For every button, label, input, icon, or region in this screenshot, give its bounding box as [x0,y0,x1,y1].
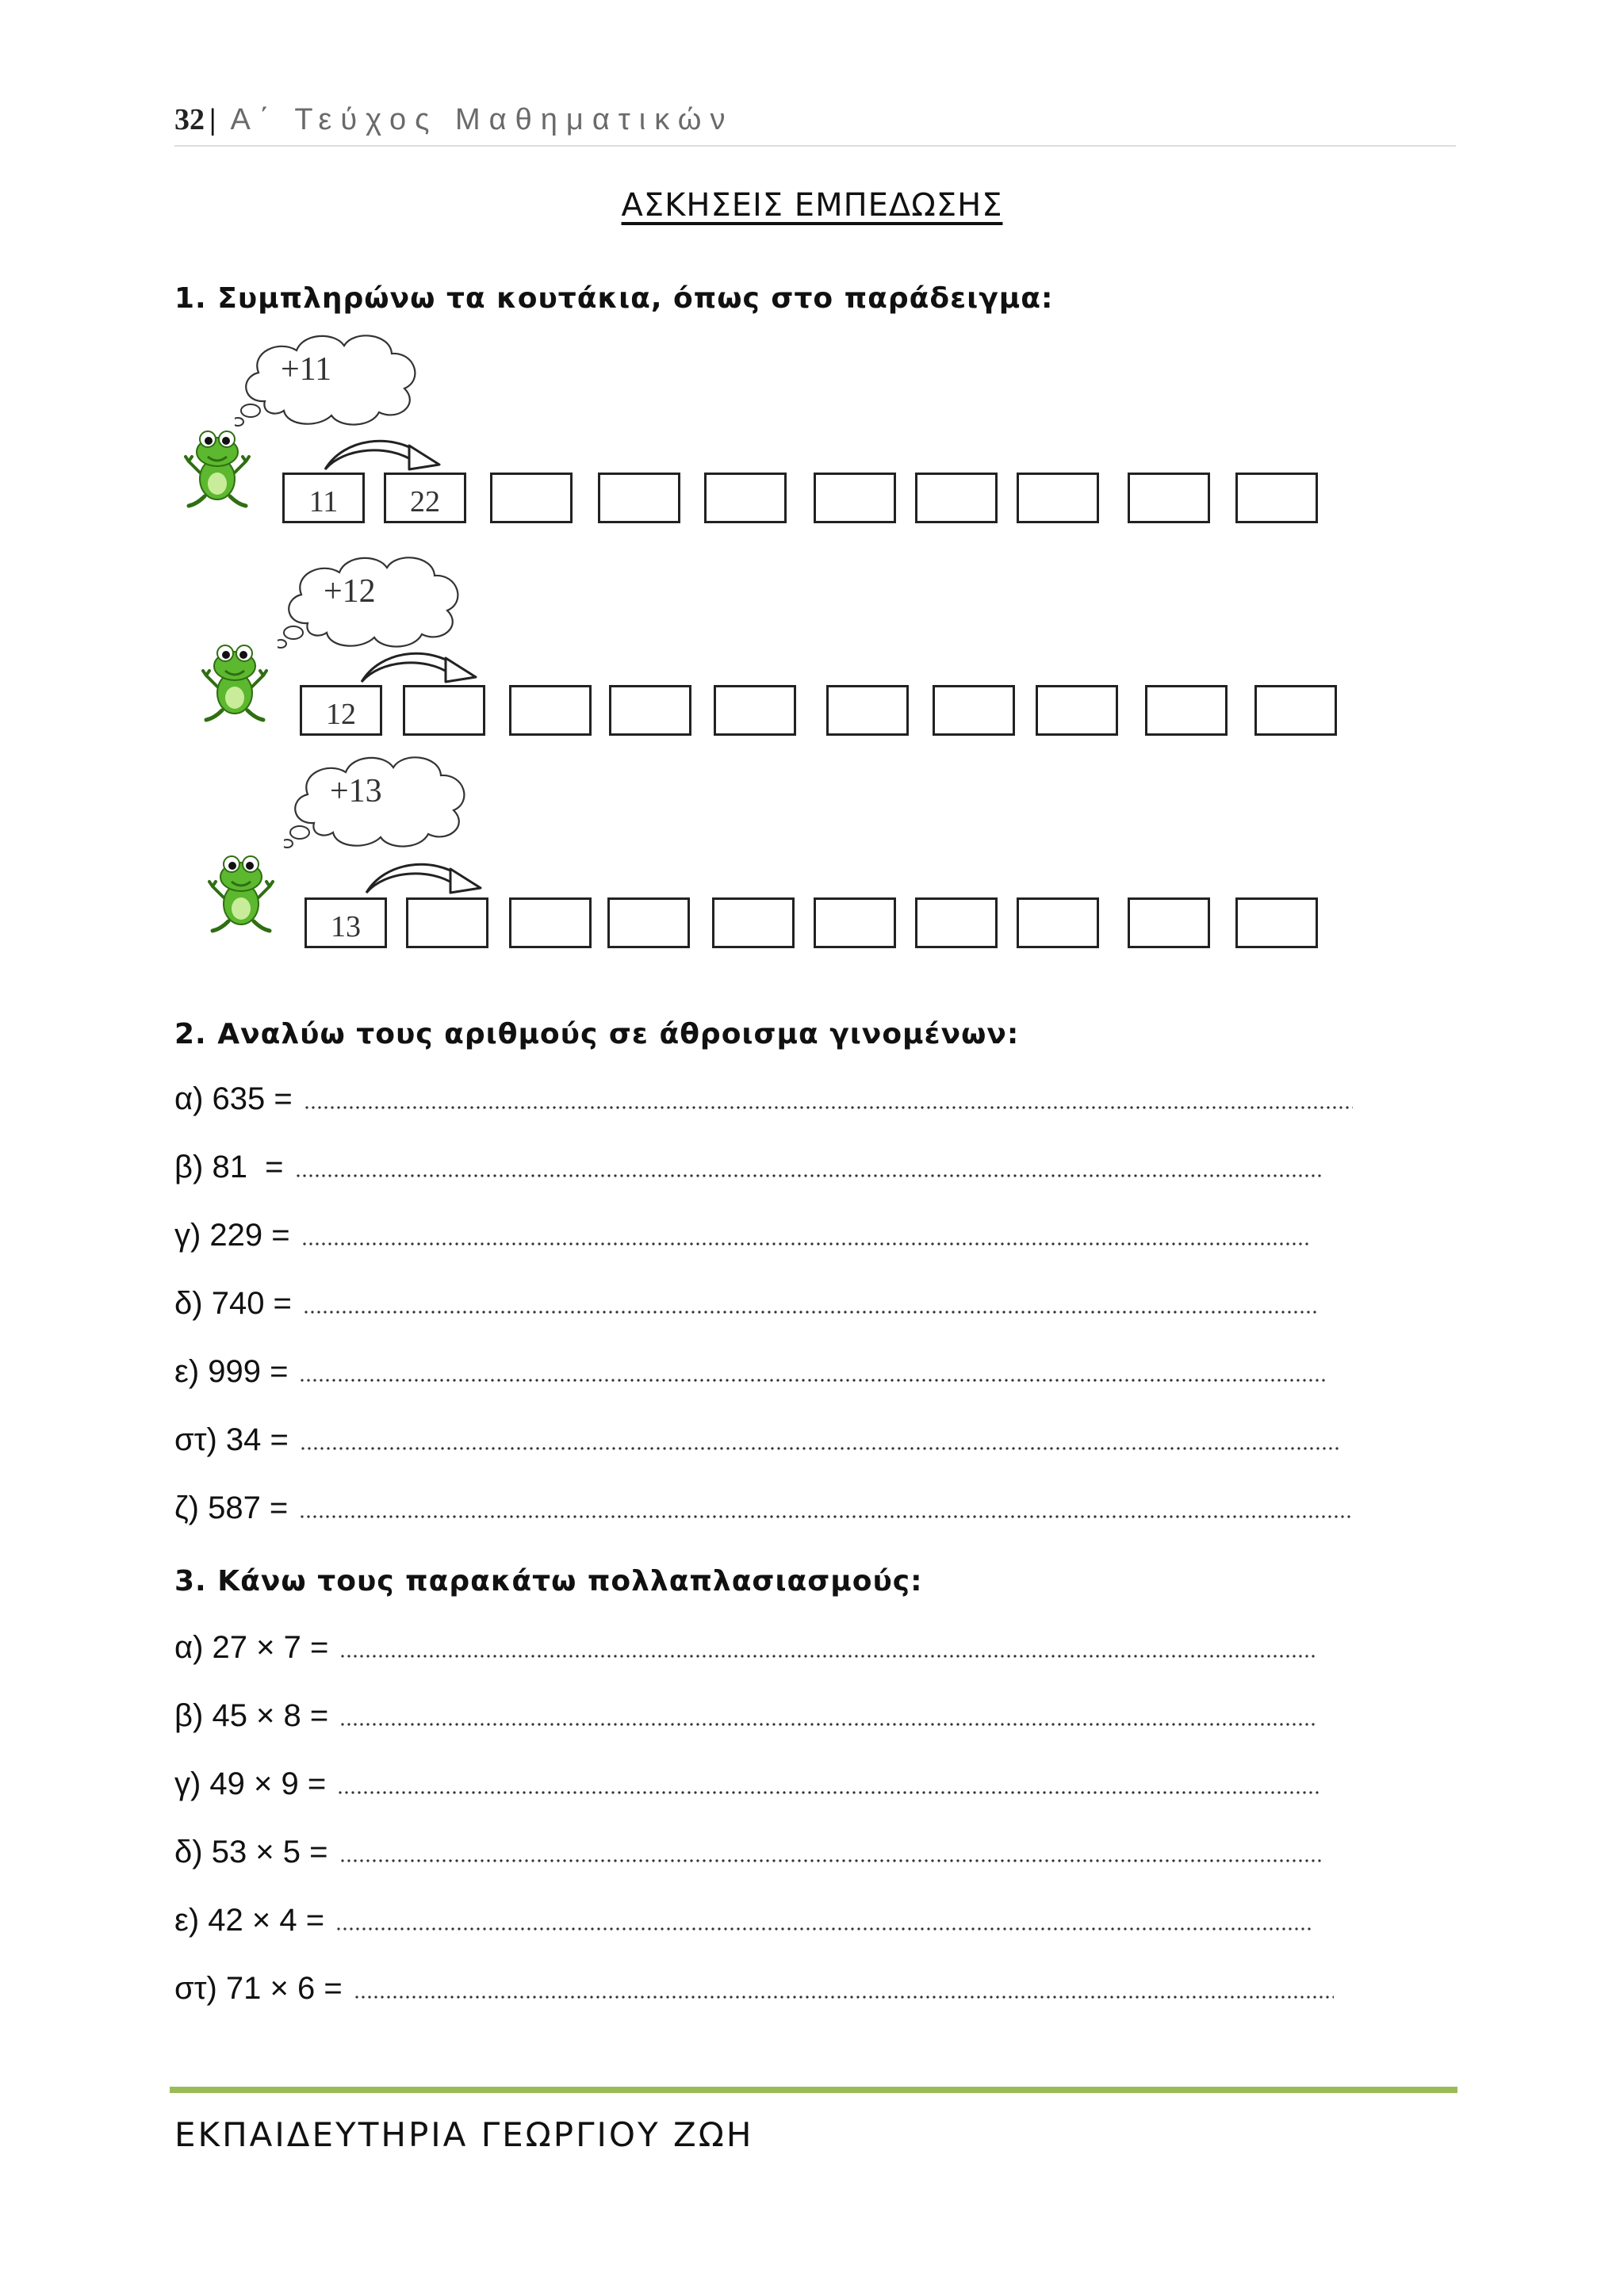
answer-box[interactable] [814,897,896,948]
item-label: δ) 53 × 5 = [174,1835,328,1869]
answer-line [174,1354,1327,1390]
answer-box[interactable] [1254,685,1337,736]
answer-line [174,1630,1315,1666]
answer-box[interactable]: 13 [304,897,387,948]
dotted-answer-field[interactable] [335,1927,1313,1931]
dotted-answer-field[interactable] [304,1106,1353,1109]
item-label: δ) 740 = [174,1286,292,1321]
thought-cloud [284,750,474,858]
answer-box[interactable] [509,897,592,948]
curved-arrow-icon [362,853,488,901]
item-label: γ) 229 = [174,1218,290,1253]
dotted-answer-field[interactable] [295,1174,1324,1177]
answer-box[interactable] [607,897,690,948]
answer-line [174,1971,1334,2007]
answer-line [174,1490,1353,1526]
exercise-2-prompt: 2. Αναλύω τους αριθμούς σε άθροισμα γινομένων: [174,1018,1020,1050]
footer-text: ΕΚΠΑΙΔΕΥΤΗΡΙΑ ΓΕΩΡΓΙΟΥ ΖΩΗ [174,2115,754,2154]
exercise-3-prompt: 3. Κάνω τους παρακάτω πολλαπλασιασμούς: [174,1565,923,1598]
header-separator: | [209,103,216,136]
page-number: 32 [174,103,205,136]
answer-box[interactable] [490,473,573,523]
frog-icon [201,634,268,726]
frog-icon [208,845,274,937]
step-label: +11 [281,351,332,388]
exercise-1-prompt: 1. Συμπληρώνω τα κουτάκια, όπως στο παράδειγμα: [174,282,1054,315]
item-label: α) 635 = [174,1081,293,1116]
answer-box[interactable] [1235,473,1318,523]
step-label: +13 [330,773,382,809]
answer-box[interactable] [915,473,998,523]
answer-box[interactable]: 22 [384,473,466,523]
answer-box[interactable] [598,473,680,523]
answer-box[interactable] [915,897,998,948]
page-header [174,101,733,137]
answer-box[interactable] [814,473,896,523]
item-label: ζ) 587 = [174,1490,289,1525]
header-title: Α΄ Τεύχος Μαθηματικών [230,103,734,136]
answer-box[interactable] [826,685,909,736]
answer-box[interactable] [406,897,488,948]
answer-box[interactable] [1128,473,1210,523]
answer-box[interactable] [509,685,592,736]
answer-box[interactable] [712,897,795,948]
answer-box[interactable] [1145,685,1228,736]
dotted-answer-field[interactable] [300,1447,1340,1450]
answer-line [174,1218,1310,1253]
dotted-answer-field[interactable] [354,1996,1334,1999]
item-label: β) 45 × 8 = [174,1698,329,1733]
answer-line [174,1766,1321,1802]
answer-line [174,1081,1353,1117]
answer-box[interactable] [1017,473,1099,523]
answer-box[interactable] [704,473,787,523]
answer-line [174,1698,1316,1734]
answer-box[interactable] [714,685,796,736]
answer-box[interactable] [1128,897,1210,948]
answer-box[interactable] [1036,685,1118,736]
dotted-answer-field[interactable] [339,1723,1316,1726]
step-label: +12 [324,573,376,610]
dotted-answer-field[interactable] [339,1655,1315,1658]
item-label: στ) 71 × 6 = [174,1971,343,2006]
dotted-answer-field[interactable] [301,1242,1310,1246]
thought-cloud [235,328,425,436]
answer-box[interactable] [933,685,1015,736]
item-label: γ) 49 × 9 = [174,1766,327,1801]
answer-line [174,1286,1320,1322]
answer-box[interactable]: 11 [282,473,365,523]
item-label: ε) 999 = [174,1354,289,1389]
answer-line [174,1150,1324,1185]
answer-line [174,1903,1313,1938]
curved-arrow-icon [320,430,447,477]
dotted-answer-field[interactable] [299,1379,1327,1382]
item-label: στ) 34 = [174,1422,289,1457]
dotted-answer-field[interactable] [303,1311,1320,1314]
dotted-answer-field[interactable] [339,1859,1323,1862]
answer-line [174,1422,1340,1458]
dotted-answer-field[interactable] [299,1515,1353,1518]
answer-line [174,1835,1323,1870]
item-label: ε) 42 × 4 = [174,1903,325,1938]
answer-box[interactable] [1017,897,1099,948]
curved-arrow-icon [357,642,484,690]
footer-rule [170,2087,1457,2093]
answer-box[interactable] [1235,897,1318,948]
page-heading: ΑΣΚΗΣΕΙΣ ΕΜΠΕΔΩΣΗΣ [621,187,1003,224]
header-rule [174,145,1456,147]
dotted-answer-field[interactable] [337,1791,1321,1794]
item-label: β) 81 = [174,1150,284,1184]
item-label: α) 27 × 7 = [174,1630,329,1665]
answer-box[interactable]: 12 [300,685,382,736]
answer-box[interactable] [403,685,485,736]
answer-box[interactable] [609,685,691,736]
